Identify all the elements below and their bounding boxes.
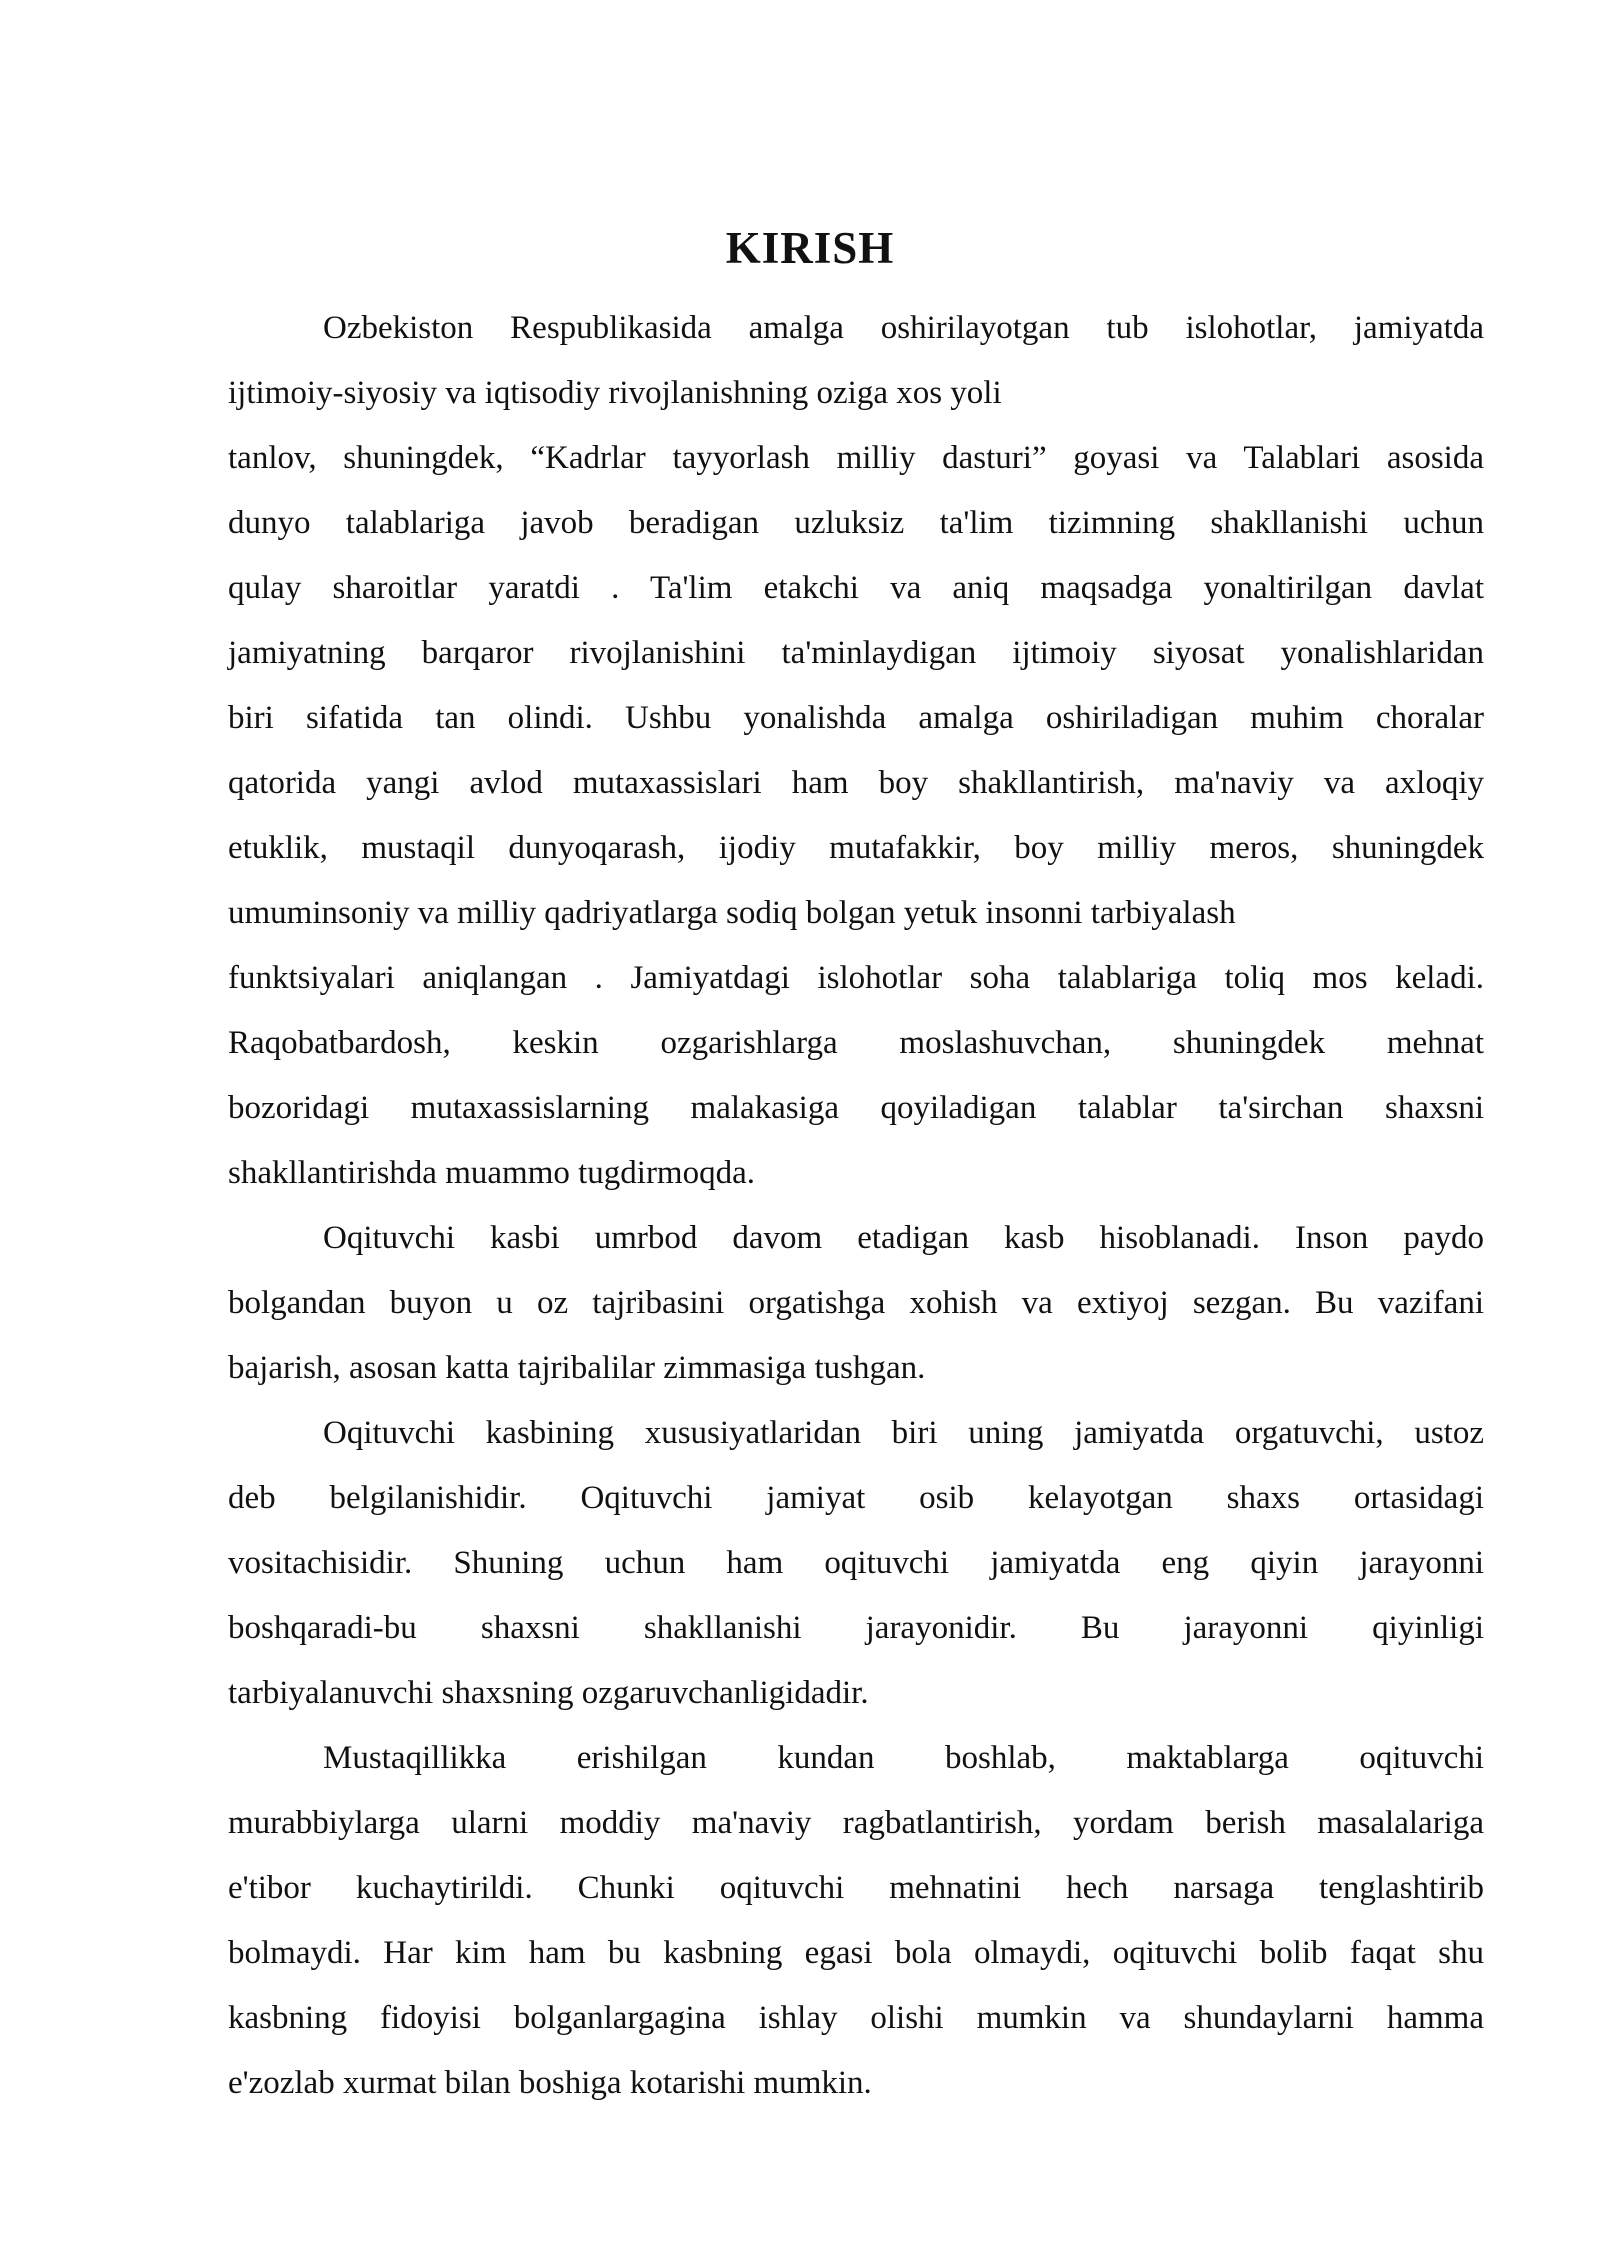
text-line: e'zozlab xurmat bilan boshiga kotarishi mumkin. <box>228 2065 872 2101</box>
text-line: Oqituvchi kasbi umrbod davom etadigan kasb hisoblanadi. Inson paydo <box>323 1220 1484 1256</box>
paragraph-3 <box>228 1401 1484 1726</box>
text-line: Raqobatbardosh, keskin ozgarishlarga moslashuvchan, shuningdek mehnat <box>228 1025 1484 1061</box>
page-title: KIRISH <box>725 223 895 273</box>
text-line: bolgandan buyon u oz tajribasini orgatishga xohish va extiyoj sezgan. Bu vazifani <box>228 1285 1484 1321</box>
text-line: tarbiyalanuvchi shaxsning ozgaruvchanligidadir. <box>228 1675 869 1711</box>
text-line: Oqituvchi kasbining xususiyatlaridan biri uning jamiyatda orgatuvchi, ustoz <box>323 1415 1484 1451</box>
text-line: umuminsoniy va milliy qadriyatlarga sodiq bolgan yetuk insonni tarbiyalash <box>228 895 1236 931</box>
text-line: deb belgilanishidir. Oqituvchi jamiyat osib kelayotgan shaxs ortasidagi <box>228 1480 1484 1516</box>
paragraph-2 <box>228 1206 1484 1401</box>
text-line: bolmaydi. Har kim ham bu kasbning egasi bola olmaydi, oqituvchi bolib faqat shu <box>228 1935 1484 1971</box>
text-line: vositachisidir. Shuning uchun ham oqituvchi jamiyatda eng qiyin jarayonni <box>228 1545 1484 1581</box>
text-line: qatorida yangi avlod mutaxassislari ham boy shakllantirish, ma'naviy va axloqiy <box>228 765 1484 801</box>
text-line: bajarish, asosan katta tajribalilar zimmasiga tushgan. <box>228 1350 926 1386</box>
text-line: bozoridagi mutaxassislarning malakasiga qoyiladigan talablar ta'sirchan shaxsni <box>228 1090 1484 1126</box>
text-line: shakllantirishda muammo tugdirmoqda. <box>228 1155 756 1191</box>
text-line: murabbiylarga ularni moddiy ma'naviy ragbatlantirish, yordam berish masalalariga <box>228 1805 1484 1841</box>
text-line: Ozbekiston Respublikasida amalga oshirilayotgan tub islohotlar, jamiyatda <box>323 310 1484 346</box>
paragraph-4 <box>228 1726 1484 2116</box>
document-body <box>228 296 1484 2116</box>
text-line: e'tibor kuchaytirildi. Chunki oqituvchi mehnatini hech narsaga tenglashtirib <box>228 1870 1484 1906</box>
text-line: dunyo talablariga javob beradigan uzluksiz ta'lim tizimning shakllanishi uchun <box>228 505 1484 541</box>
text-line: kasbning fidoyisi bolganlargagina ishlay olishi mumkin va shundaylarni hamma <box>228 2000 1484 2036</box>
paragraph-1 <box>228 296 1484 1206</box>
text-line: funktsiyalari aniqlangan . Jamiyatdagi islohotlar soha talablariga toliq mos keladi. <box>228 960 1484 996</box>
text-line: ijtimoiy-siyosiy va iqtisodiy rivojlanishning oziga xos yoli <box>228 375 1002 411</box>
text-line: boshqaradi-bu shaxsni shakllanishi jarayonidir. Bu jarayonni qiyinligi <box>228 1610 1484 1646</box>
text-line: jamiyatning barqaror rivojlanishini ta'minlaydigan ijtimoiy siyosat yonalishlaridan <box>228 635 1484 671</box>
text-line: biri sifatida tan olindi. Ushbu yonalishda amalga oshiriladigan muhim choralar <box>228 700 1484 736</box>
text-line: qulay sharoitlar yaratdi . Ta'lim etakchi va aniq maqsadga yonaltirilgan davlat <box>228 570 1484 606</box>
text-line: tanlov, shuningdek, “Kadrlar tayyorlash milliy dasturi” goyasi va Talablari asosida <box>228 440 1484 476</box>
text-line: etuklik, mustaqil dunyoqarash, ijodiy mutafakkir, boy milliy meros, shuningdek <box>228 830 1484 866</box>
text-line: Mustaqillikka erishilgan kundan boshlab, maktablarga oqituvchi <box>323 1740 1484 1776</box>
